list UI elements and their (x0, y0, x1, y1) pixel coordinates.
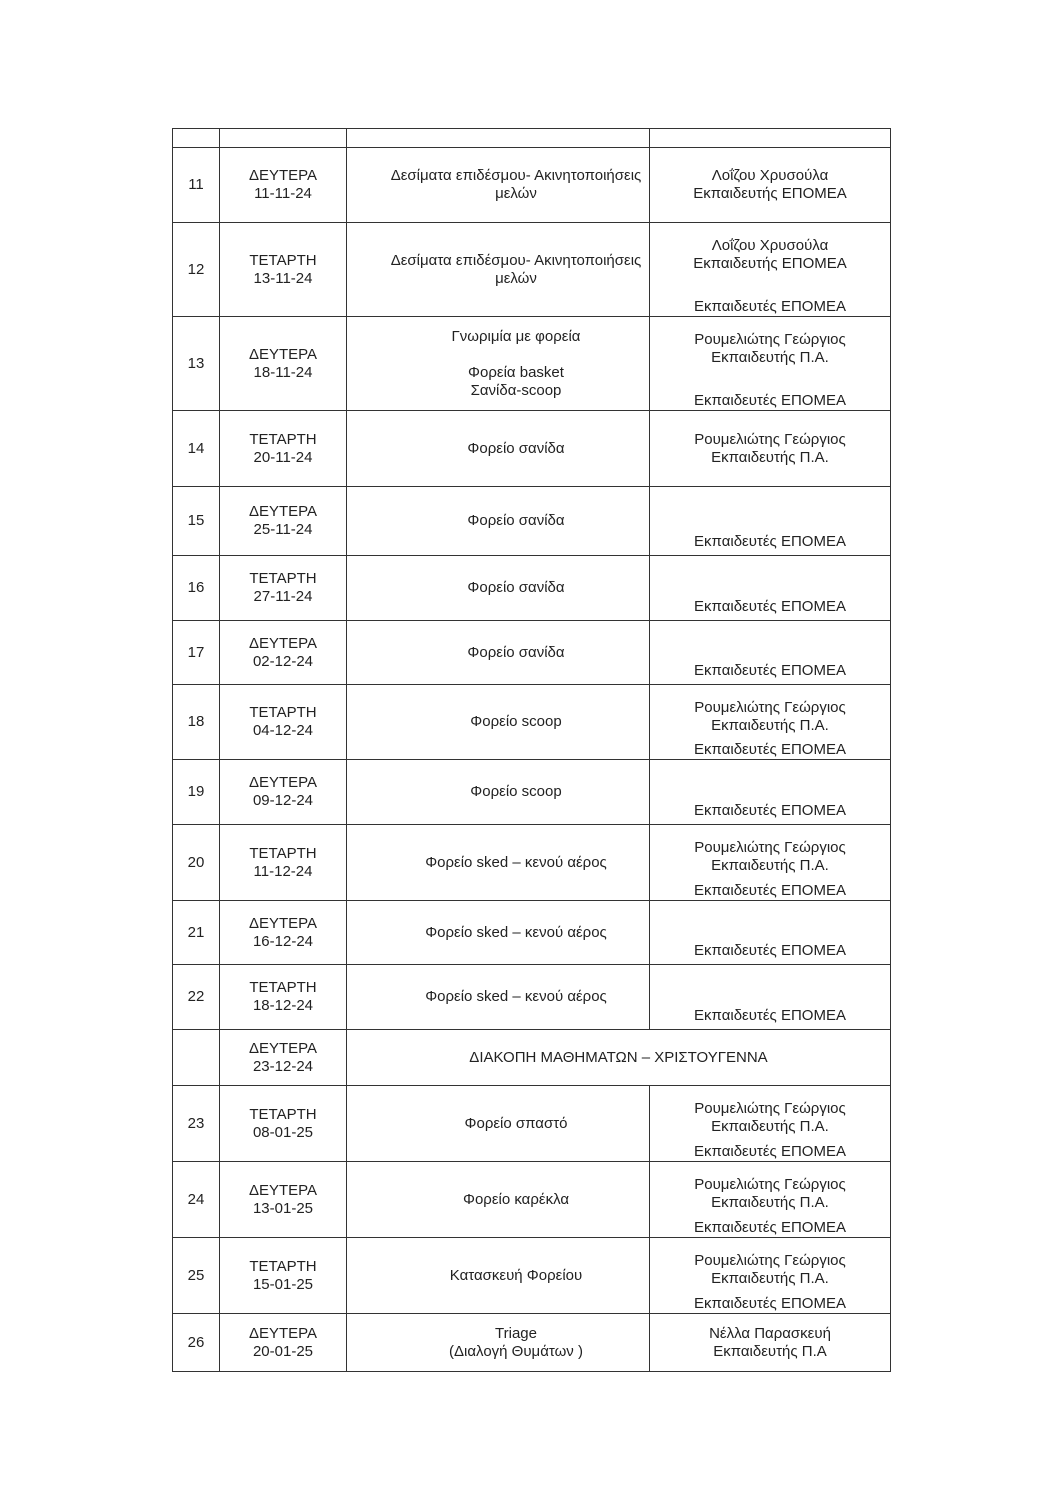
topic-line: Φορείο σανίδα (467, 439, 565, 457)
cell-date (220, 1086, 347, 1162)
date-value: 18-11-24 (253, 363, 313, 381)
cell-topic (347, 556, 650, 621)
table-row (173, 317, 891, 411)
cell-holiday (347, 1030, 891, 1086)
cell-trainer (650, 411, 891, 487)
date-value: 13-11-24 (253, 269, 313, 287)
date-value: 08-01-25 (252, 1123, 314, 1141)
cell-date (220, 1162, 347, 1238)
table-row (173, 1162, 891, 1238)
header-cell-number (173, 129, 220, 148)
cell-trainer (650, 556, 891, 621)
topic-line: Φορεία basket (468, 363, 564, 381)
table-row (173, 901, 891, 965)
cell-number (173, 1162, 220, 1238)
cell-date (220, 825, 347, 901)
topic-line: Γνωριμία με φορεία (451, 327, 581, 345)
trainer-line: Εκπαιδευτής Π.Α. (711, 1270, 829, 1287)
trainer-line: Εκπαιδευτής Π.Α. (711, 1194, 829, 1211)
day-name: ΔΕΥΤΕΡΑ (248, 774, 318, 791)
cell-date (220, 1030, 347, 1086)
day-name: ΤΕΤΑΡΤΗ (249, 570, 317, 587)
topic-line: Φορείο σανίδα (467, 643, 565, 661)
row-number: 16 (187, 579, 205, 596)
row-number: 19 (187, 783, 205, 800)
date-value: 11-12-24 (253, 862, 313, 880)
cell-number (173, 621, 220, 685)
day-name: ΤΕΤΑΡΤΗ (249, 704, 317, 721)
cell-trainer (650, 1162, 891, 1238)
day-name: ΔΕΥΤΕΡΑ (248, 634, 318, 652)
day-name: ΤΕΤΑΡΤΗ (249, 979, 317, 996)
cell-number (173, 965, 220, 1030)
cell-topic (347, 148, 650, 223)
date-value: 18-12-24 (252, 997, 314, 1014)
trainer-line: Ρουμελιώτης Γεώργιος (694, 1176, 846, 1193)
topic-line: μελών (495, 269, 537, 287)
date-value: 20-11-24 (253, 448, 313, 466)
cell-number (173, 487, 220, 556)
cell-topic (347, 760, 650, 825)
header-cell-topic (347, 129, 650, 148)
date-value: 16-12-24 (252, 932, 314, 950)
trainer-team: Εκπαιδευτές ΕΠΟΜΕΑ (694, 392, 846, 409)
cell-trainer (650, 317, 891, 411)
cell-date (220, 685, 347, 760)
cell-number (173, 685, 220, 760)
date-value: 15-01-25 (252, 1275, 314, 1293)
schedule-body (173, 129, 891, 1372)
trainer-team: Εκπαιδευτές ΕΠΟΜΕΑ (694, 298, 846, 315)
trainer-line: Εκπαιδευτής Π.Α. (711, 349, 829, 366)
topic-line: Φορείο καρέκλα (462, 1190, 570, 1208)
cell-topic (347, 825, 650, 901)
day-name: ΔΕΥΤΕΡΑ (248, 167, 318, 184)
table-row (173, 965, 891, 1030)
topic-line: Φορείο sked – κενού αέρος (425, 853, 607, 871)
table-row (173, 148, 891, 223)
cell-date (220, 1238, 347, 1314)
trainer-line: Ρουμελιώτης Γεώργιος (694, 430, 846, 448)
cell-date (220, 621, 347, 685)
cell-date (220, 1314, 347, 1372)
date-value: 11-11-24 (254, 185, 312, 202)
table-row (173, 487, 891, 556)
row-number: 15 (187, 512, 205, 529)
trainer-line: Νέλλα Παρασκευή (709, 1324, 831, 1342)
cell-trainer (650, 760, 891, 825)
cell-topic (347, 1162, 650, 1238)
trainer-team: Εκπαιδευτές ΕΠΟΜΕΑ (694, 741, 846, 758)
cell-topic (347, 1086, 650, 1162)
cell-number (173, 411, 220, 487)
cell-topic (347, 411, 650, 487)
cell-topic (347, 965, 650, 1030)
row-number: 11 (188, 176, 204, 193)
day-name: ΤΕΤΑΡΤΗ (249, 1105, 317, 1123)
cell-trainer (650, 685, 891, 760)
topic-line: Κατασκευή Φορείου (449, 1266, 583, 1284)
topic-line: Φορείο σανίδα (467, 512, 565, 529)
cell-topic (347, 1238, 650, 1314)
trainer-line: Ρουμελιώτης Γεώργιος (694, 331, 846, 348)
cell-number (173, 760, 220, 825)
trainer-team: Εκπαιδευτές ΕΠΟΜΕΑ (694, 1143, 846, 1160)
cell-date (220, 148, 347, 223)
table-row (173, 556, 891, 621)
day-name: ΔΕΥΤΕΡΑ (248, 345, 318, 363)
cell-date (220, 760, 347, 825)
cell-number (173, 223, 220, 317)
date-value: 13-01-25 (252, 1199, 314, 1217)
header-cell-trainer (650, 129, 891, 148)
trainer-line: Εκπαιδευτής Π.Α. (711, 717, 829, 734)
topic-line: Triage (495, 1324, 537, 1342)
cell-number (173, 317, 220, 411)
holiday-label: ΔΙΑΚΟΠΗ ΜΑΘΗΜΑΤΩΝ – ΧΡΙΣΤΟΥΓΕΝΝΑ (469, 1048, 768, 1066)
date-value: 23-12-24 (252, 1057, 314, 1075)
table-row (173, 760, 891, 825)
trainer-line: Λοΐζου Χρυσούλα (711, 167, 829, 184)
cell-number (173, 1238, 220, 1314)
day-name: ΔΕΥΤΕΡΑ (248, 503, 318, 520)
table-row (173, 685, 891, 760)
table-row (173, 1030, 891, 1086)
cell-topic (347, 901, 650, 965)
cell-date (220, 223, 347, 317)
table-row (173, 1086, 891, 1162)
trainer-line: Ρουμελιώτης Γεώργιος (694, 1252, 846, 1269)
cell-trainer (650, 148, 891, 223)
day-name: ΔΕΥΤΕΡΑ (248, 1324, 318, 1342)
trainer-team: Εκπαιδευτές ΕΠΟΜΕΑ (694, 533, 846, 550)
schedule-table (172, 128, 891, 1372)
day-name: ΔΕΥΤΕΡΑ (248, 1181, 318, 1199)
table-row (173, 223, 891, 317)
trainer-line: Εκπαιδευτής Π.Α (713, 1342, 827, 1360)
row-number: 14 (187, 439, 205, 457)
cell-trainer (650, 223, 891, 317)
trainer-team: Εκπαιδευτές ΕΠΟΜΕΑ (694, 1007, 846, 1024)
trainer-line: Λοΐζου Χρυσούλα (711, 237, 829, 254)
cell-date (220, 556, 347, 621)
topic-line: Φορείο sked – κενού αέρος (425, 923, 607, 941)
trainer-line: Ρουμελιώτης Γεώργιος (694, 699, 846, 716)
row-number: 13 (187, 354, 205, 372)
cell-number (173, 556, 220, 621)
cell-topic (347, 685, 650, 760)
header-row (173, 129, 891, 148)
trainer-team: Εκπαιδευτές ΕΠΟΜΕΑ (694, 598, 846, 615)
topic-line: μελών (495, 185, 537, 202)
cell-trainer (650, 965, 891, 1030)
date-value: 20-01-25 (252, 1342, 314, 1360)
cell-date (220, 411, 347, 487)
day-name: ΔΕΥΤΕΡΑ (248, 1039, 318, 1057)
row-number: 20 (187, 853, 205, 871)
topic-line: (Διαλογή Θυμάτων ) (449, 1342, 583, 1360)
topic-line: Σανίδα-scoop (470, 381, 562, 399)
cell-number (173, 148, 220, 223)
cell-topic (347, 487, 650, 556)
date-value: 09-12-24 (252, 792, 314, 809)
row-number: 24 (187, 1190, 205, 1208)
table-row (173, 1238, 891, 1314)
row-number: 23 (187, 1114, 205, 1132)
trainer-line: Εκπαιδευτής Π.Α. (711, 448, 829, 466)
table-row (173, 621, 891, 685)
trainer-line: Εκπαιδευτής ΕΠΟΜΕΑ (693, 255, 847, 272)
cell-topic (347, 621, 650, 685)
table-row (173, 411, 891, 487)
trainer-team: Εκπαιδευτές ΕΠΟΜΕΑ (694, 1219, 846, 1236)
trainer-line: Ρουμελιώτης Γεώργιος (694, 1100, 846, 1117)
trainer-team: Εκπαιδευτές ΕΠΟΜΕΑ (694, 882, 846, 899)
trainer-line: Εκπαιδευτής Π.Α. (711, 1118, 829, 1135)
cell-date (220, 487, 347, 556)
row-number: 21 (187, 923, 205, 941)
cell-topic (347, 223, 650, 317)
topic-line: Φορείο scoop (470, 713, 562, 730)
date-value: 25-11-24 (253, 521, 313, 538)
cell-number (173, 825, 220, 901)
date-value: 02-12-24 (252, 652, 314, 670)
trainer-team: Εκπαιδευτές ΕΠΟΜΕΑ (694, 802, 846, 819)
row-number: 22 (187, 988, 205, 1005)
trainer-line: Εκπαιδευτής Π.Α. (711, 857, 829, 874)
topic-line: Φορείο sked – κενού αέρος (425, 988, 607, 1005)
cell-date (220, 965, 347, 1030)
day-name: ΤΕΤΑΡΤΗ (249, 1257, 317, 1275)
row-number: 12 (187, 260, 205, 278)
row-number: 17 (187, 643, 205, 661)
day-name: ΤΕΤΑΡΤΗ (249, 251, 317, 269)
cell-date (220, 901, 347, 965)
trainer-line: Εκπαιδευτής ΕΠΟΜΕΑ (693, 185, 847, 202)
cell-topic (347, 317, 650, 411)
table-row (173, 825, 891, 901)
cell-number (173, 901, 220, 965)
row-number: 25 (187, 1266, 205, 1284)
cell-trainer (650, 1238, 891, 1314)
topic-line: Φορείο σανίδα (467, 579, 565, 596)
trainer-line: Ρουμελιώτης Γεώργιος (694, 839, 846, 856)
cell-trainer (650, 825, 891, 901)
topic-line: Δεσίματα επιδέσμου- Ακινητοποιήσεις (390, 167, 642, 184)
cell-number (173, 1030, 220, 1086)
topic-line: Δεσίματα επιδέσμου- Ακινητοποιήσεις (390, 251, 642, 269)
topic-line: Φορείο σπαστό (464, 1114, 568, 1132)
cell-number (173, 1314, 220, 1372)
day-name: ΔΕΥΤΕΡΑ (248, 914, 318, 932)
row-number: 26 (187, 1333, 205, 1351)
topic-line: Φορείο scoop (470, 783, 562, 800)
header-cell-date (220, 129, 347, 148)
day-name: ΤΕΤΑΡΤΗ (249, 844, 317, 862)
trainer-team: Εκπαιδευτές ΕΠΟΜΕΑ (694, 1295, 846, 1312)
cell-trainer (650, 1314, 891, 1372)
table-row (173, 1314, 891, 1372)
cell-number (173, 1086, 220, 1162)
cell-topic (347, 1314, 650, 1372)
date-value: 27-11-24 (253, 588, 313, 605)
trainer-team: Εκπαιδευτές ΕΠΟΜΕΑ (694, 942, 846, 959)
cell-trainer (650, 487, 891, 556)
cell-trainer (650, 1086, 891, 1162)
date-value: 04-12-24 (252, 722, 314, 739)
cell-trainer (650, 621, 891, 685)
day-name: ΤΕΤΑΡΤΗ (249, 430, 317, 448)
cell-trainer (650, 901, 891, 965)
row-number: 18 (187, 713, 205, 730)
trainer-team: Εκπαιδευτές ΕΠΟΜΕΑ (694, 662, 846, 679)
cell-date (220, 317, 347, 411)
